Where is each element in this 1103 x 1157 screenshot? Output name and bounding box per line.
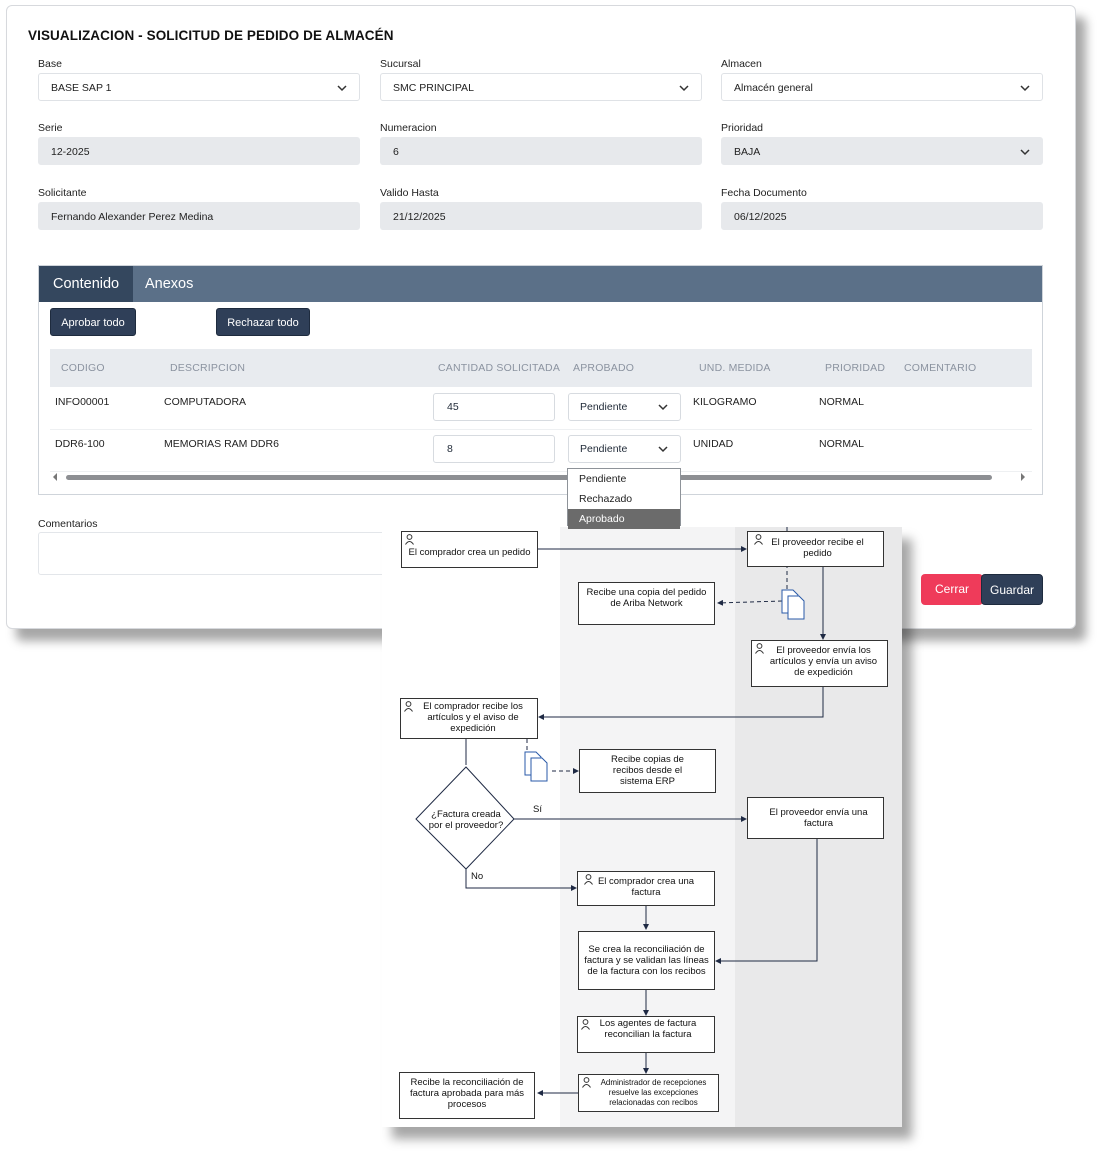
person-icon [584, 874, 593, 885]
cell-descripcion: COMPUTADORA [164, 396, 247, 408]
base-label: Base [38, 58, 62, 70]
flow-node-buyer-invoice [577, 871, 715, 906]
chevron-down-icon [658, 402, 668, 412]
scroll-left-icon[interactable] [52, 473, 58, 481]
cell-descripcion: MEMORIAS RAM DDR6 [164, 438, 279, 450]
prioridad-value: BAJA [734, 146, 761, 158]
quantity-input[interactable]: 8 [433, 435, 555, 463]
approval-select[interactable] [568, 435, 681, 463]
prioridad-select[interactable] [721, 137, 1043, 165]
flow-node-approved-reconciliation [399, 1072, 535, 1119]
approve-all-button[interactable]: Aprobar todo [50, 308, 136, 336]
option-aprobado[interactable]: Aprobado [568, 509, 680, 529]
table-header [50, 349, 1032, 387]
fecha-field: 06/12/2025 [721, 202, 1043, 230]
flow-node-text: Los agentes de factura reconcilian la factura [599, 1018, 697, 1040]
chevron-down-icon [1020, 83, 1030, 93]
chevron-down-icon [1020, 147, 1030, 157]
comments-textarea[interactable] [38, 532, 390, 575]
flow-node-text: El comprador recibe los artículos y el aviso de expedición [423, 701, 523, 734]
horizontal-scrollbar[interactable] [50, 472, 1032, 482]
flow-node-text: Recibe la reconciliación de factura aprobada para más procesos [409, 1077, 525, 1110]
col-prioridad: PRIORIDAD [825, 362, 886, 374]
flow-node-text: El comprador crea una factura [597, 876, 695, 898]
flow-node-supplier-invoice [747, 797, 884, 839]
flow-node-text: Administrador de recepciones resuelve las excepciones relacionadas con recibos [600, 1078, 707, 1107]
base-value: BASE SAP 1 [51, 82, 112, 94]
tab-contenido[interactable]: Contenido [39, 266, 133, 302]
numeracion-label: Numeracion [380, 122, 437, 134]
cell-codigo: INFO00001 [55, 396, 110, 408]
approval-value: Pendiente [580, 443, 628, 455]
flow-node-text: El proveedor recibe el pedido [771, 537, 864, 559]
flow-node-text: Se crea la reconciliación de factura y se validan las líneas de la factura con los recibos [584, 944, 709, 977]
cell-prioridad: NORMAL [819, 438, 864, 450]
almacen-label: Almacen [721, 58, 762, 70]
tabs-panel [38, 265, 1043, 495]
flow-node-order-copy [578, 582, 715, 625]
process-flowchart [382, 527, 902, 1127]
valido-label: Valido Hasta [380, 187, 439, 199]
flow-node-text: El proveedor envía los artículos y envía un aviso de expedición [769, 645, 878, 678]
col-aprobado: APROBADO [573, 362, 635, 374]
person-icon [405, 534, 414, 545]
col-comentario: COMENTARIO [904, 362, 977, 374]
document-icon [525, 752, 547, 781]
close-button[interactable]: Cerrar [921, 574, 983, 605]
sucursal-label: Sucursal [380, 58, 421, 70]
flow-node-supplier-ships [751, 640, 888, 687]
serie-field: 12-2025 [38, 137, 360, 165]
person-icon [582, 1077, 591, 1088]
flow-node-receipt-copies [579, 749, 716, 793]
almacen-select[interactable] [721, 73, 1043, 101]
comments-label: Comentarios [38, 518, 98, 530]
table-row [50, 388, 1032, 430]
person-icon [754, 534, 763, 545]
scroll-right-icon[interactable] [1020, 473, 1026, 481]
flow-node-reconciliation [578, 931, 715, 990]
flow-node-receipts-admin [578, 1074, 719, 1112]
tab-anexos[interactable]: Anexos [145, 276, 194, 292]
table-row [50, 430, 1032, 472]
flow-node-buyer-creates-order [401, 531, 538, 568]
person-icon [581, 1019, 590, 1030]
prioridad-label: Prioridad [721, 122, 764, 134]
approval-dropdown-menu [567, 468, 681, 526]
almacen-value: Almacén general [734, 82, 813, 94]
col-descripcion: DESCRIPCION [170, 362, 246, 374]
reject-all-button[interactable]: Rechazar todo [216, 308, 310, 336]
base-select[interactable] [38, 73, 360, 101]
approval-value: Pendiente [580, 401, 628, 413]
scrollbar-thumb[interactable] [66, 475, 992, 480]
flow-node-text: Recibe copias de recibos desde el sistema ERP [611, 754, 684, 787]
option-pendiente[interactable]: Pendiente [579, 473, 627, 485]
cell-unidad: KILOGRAMO [693, 396, 757, 408]
option-rechazado[interactable]: Rechazado [579, 493, 633, 505]
tab-bar [39, 266, 1042, 302]
save-button[interactable]: Guardar [981, 574, 1043, 605]
quantity-input[interactable]: 45 [433, 393, 555, 421]
valido-field: 21/12/2025 [380, 202, 702, 230]
cell-unidad: UNIDAD [693, 438, 734, 450]
solicitante-field: Fernando Alexander Perez Medina [38, 202, 360, 230]
approval-select[interactable] [568, 393, 681, 421]
serie-label: Serie [38, 122, 63, 134]
chevron-down-icon [658, 444, 668, 454]
decision-text: ¿Factura creada por el proveedor? [428, 809, 504, 831]
chevron-down-icon [679, 83, 689, 93]
flow-node-text: El comprador crea un pedido [408, 547, 531, 558]
col-codigo: CODIGO [61, 362, 105, 374]
cell-codigo: DDR6-100 [55, 438, 105, 450]
numeracion-field: 6 [380, 137, 702, 165]
yes-label: Sí [533, 804, 542, 815]
flow-node-invoice-agents [577, 1016, 715, 1053]
flow-node-supplier-receives [747, 531, 884, 567]
document-icon [782, 590, 804, 619]
person-icon [404, 701, 413, 712]
no-label: No [471, 871, 484, 882]
chevron-down-icon [337, 83, 347, 93]
col-unidad: UND. MEDIDA [699, 362, 771, 374]
cell-prioridad: NORMAL [819, 396, 864, 408]
page-title: VISUALIZACION - SOLICITUD DE PEDIDO DE ALMACÉN [28, 28, 394, 43]
flow-node-buyer-receives [400, 698, 538, 739]
fecha-label: Fecha Documento [721, 187, 807, 199]
solicitante-label: Solicitante [38, 187, 87, 199]
flow-node-text: El proveedor envía una factura [769, 807, 868, 829]
col-cantidad: CANTIDAD SOLICITADA [438, 362, 561, 374]
sucursal-select[interactable] [380, 73, 702, 101]
sucursal-value: SMC PRINCIPAL [393, 82, 474, 94]
person-icon [755, 643, 764, 654]
flow-node-text: Recibe una copia del pedido de Ariba Network [586, 587, 707, 609]
